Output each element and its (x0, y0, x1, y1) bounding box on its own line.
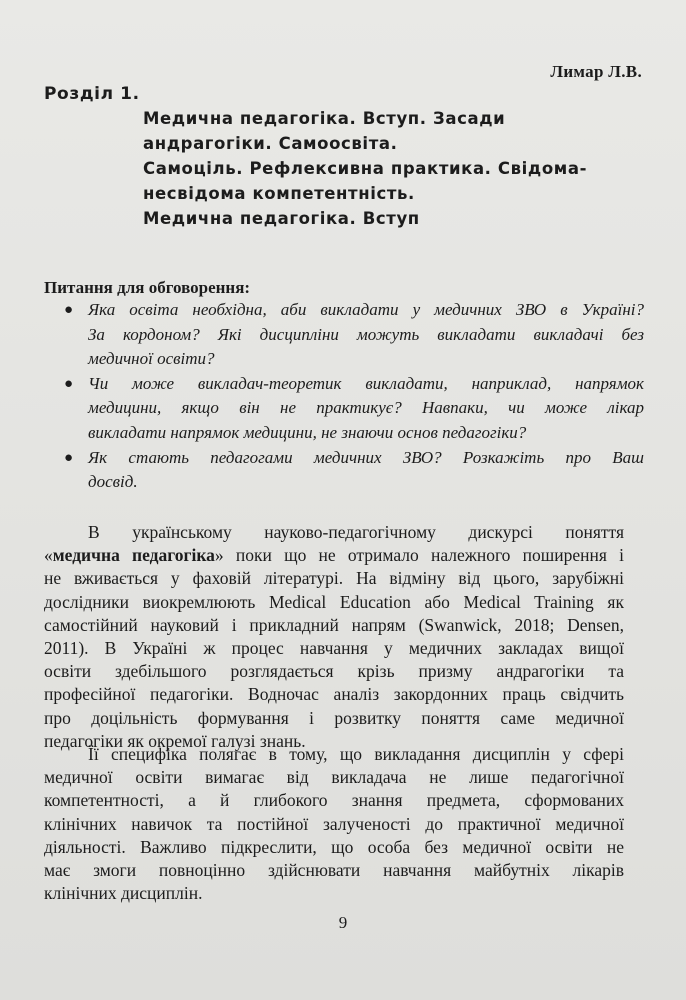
paragraph-2 (44, 743, 624, 905)
paragraph-line: самостійний науковий і прикладний напрям (Swanwick, 2018; Densen, (44, 614, 624, 635)
question-line: медичної освіти? (88, 349, 215, 369)
question-line: досвід. (88, 472, 138, 492)
question-line: За кордоном? Які дисципліни можуть викладати викладачі без (88, 324, 644, 344)
line-rest: » поки що не отримало належного поширення і (214, 545, 624, 566)
bullet-icon: ● (64, 449, 74, 466)
paragraph-line: компетентності, а й глибокого знання предмета, сформованих (44, 790, 624, 811)
open-quote: « (44, 545, 53, 566)
paragraph-line: не вживається у фаховій літературі. На відміну від цього, зарубіжні (44, 568, 624, 589)
bullet-icon: ● (64, 375, 74, 392)
paragraph-line: про доцільність формування і розвитку поняття саме медичної (44, 707, 624, 728)
paragraph-line: діяльності. Важливо підкреслити, що особа без медичної освіти не (44, 836, 624, 857)
paragraph-line: клінічних навичок та постійної залученості до практичної медичної (44, 813, 624, 834)
paragraph-line: освіти здебільшого розглядається крізь призму андрагогіки та (44, 661, 624, 682)
author-name: Лимар Л.В. (550, 62, 642, 81)
question-line: Яка освіта необхідна, аби викладати у медичних ЗВО в Україні? (88, 300, 644, 319)
list-item (44, 446, 644, 495)
paragraph-line: клінічних дисциплін. (44, 883, 203, 904)
question-line: Чи може викладач-теоретик викладати, наприклад, напрямок (88, 373, 644, 393)
paragraph-line: професійної педагогіки. Водночас аналіз закордонних праць свідчить (44, 684, 624, 705)
list-item (44, 372, 644, 446)
list-item (44, 298, 644, 372)
paragraph-line: педагогіки як окремої галузі знань. (44, 730, 306, 751)
question-line: медицини, якщо він не практикує? Навпаки, чи може лікар (88, 398, 644, 418)
paragraph-line: В українському науково-педагогічному дискурсі поняття (88, 522, 624, 542)
section-title (143, 106, 643, 231)
discussion-questions-heading: Питання для обговорення: (44, 278, 251, 297)
section-label: Розділ 1. (44, 84, 140, 104)
question-line: Як стають педагогами медичних ЗВО? Розкажіть про Ваш (88, 447, 644, 467)
paragraph-line: має змоги повноцінно здійснювати навчання майбутніх лікарів (44, 860, 624, 881)
paragraph-line: дослідники виокремлюють Medical Education або Medical Training як (44, 591, 624, 612)
title-line: андрагогіки. Самоосвіта. (143, 134, 398, 153)
paragraph-line: медичної освіти вимагає від викладача не лише педагогічної (44, 767, 624, 788)
title-line: Медична педагогіка. Вступ. Засади (143, 109, 506, 128)
title-line: Медична педагогіка. Вступ (143, 209, 420, 228)
paragraph-line: Її специфіка полягає в тому, що викладання дисциплін у сфері (88, 744, 624, 764)
bullet-icon: ● (64, 302, 74, 318)
paragraph-line: 2011). В Україні ж процес навчання у медичних закладах вищої (44, 638, 624, 659)
title-line: несвідома компетентність. (143, 184, 415, 203)
page-number: 9 (338, 913, 348, 932)
paragraph-1 (44, 521, 624, 753)
paragraph-line (44, 544, 624, 567)
term-medical-pedagogy: медична педагогіка (52, 545, 215, 566)
title-line: Самоціль. Рефлексивна практика. Свідома- (143, 159, 588, 178)
question-line: викладати напрямок медицини, не знаючи основ педагогіки? (88, 422, 527, 442)
discussion-questions-list (44, 298, 644, 495)
